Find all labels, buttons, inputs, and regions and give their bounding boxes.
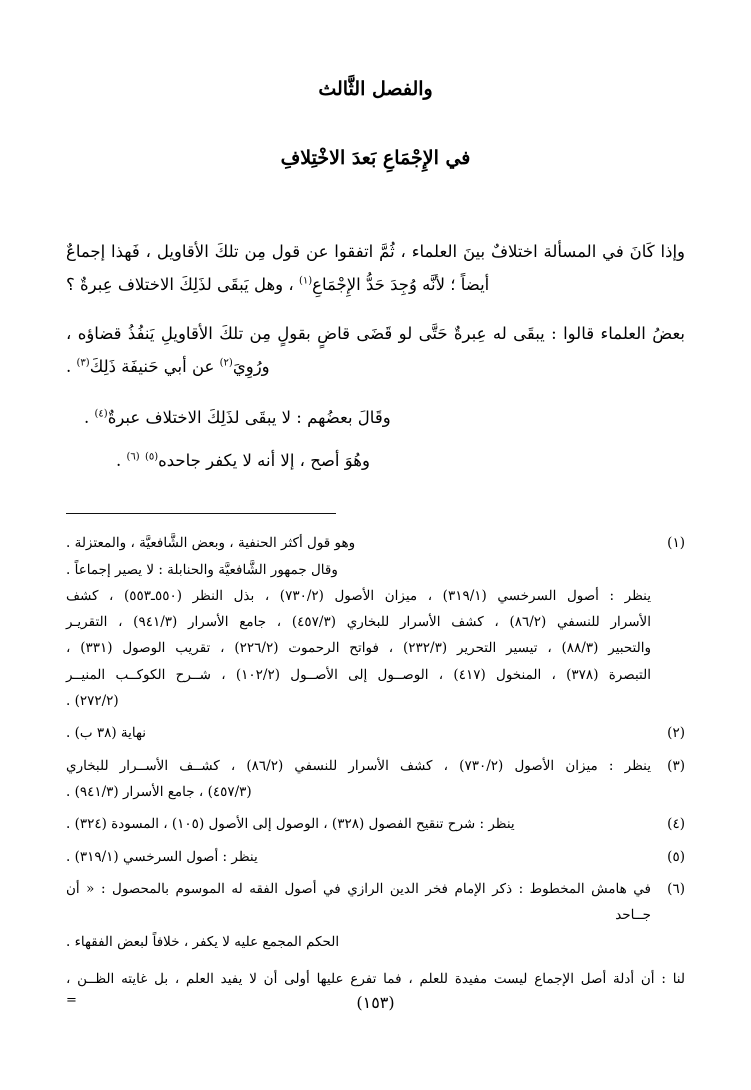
footnote-number: (٥) xyxy=(667,848,685,865)
footnote-number: (٢) xyxy=(667,725,685,742)
footnotes-section xyxy=(66,530,685,1013)
footnote-line: ينظر : أصول السرخسي (٣١٩/١) . xyxy=(66,848,258,865)
footnote-line: (٤٥٧/٣) ، جامع الأسرار (٩٤١/٣) . xyxy=(66,784,252,800)
body-text xyxy=(66,235,685,477)
footnote-line: وقال جمهور الشَّافعيَّة والحنابلة : لا يصير إجماعاً . xyxy=(66,561,338,578)
paragraph-4-text-a: وهُوَ أصح ، إلا أنه لا يكفر جاحده xyxy=(158,451,370,471)
footnote-item xyxy=(66,720,685,746)
footnote-line: نهاية (٣٨ ب) . xyxy=(66,725,147,742)
chapter-heading: والفصل الثَّالث xyxy=(318,78,433,100)
footnote-line: ينظر : شرح تنقيح الفصول (٣٢٨) ، الوصول إلى الأصول (١٠٥) ، المسودة (٣٢٤) . xyxy=(66,816,515,833)
footnote-separator-rule xyxy=(66,513,336,514)
footnote-ref-6[interactable]: (٦) xyxy=(126,451,140,463)
footnote-item xyxy=(66,811,685,837)
footnote-number: (٤) xyxy=(667,816,685,833)
footnote-body xyxy=(66,720,651,746)
paragraph-2-text-b: عن أبي حَنيفَة ذَلِكَ xyxy=(89,357,220,377)
paragraph-4-text-c: . xyxy=(116,451,127,471)
paragraph-3 xyxy=(66,401,685,434)
footnote-line: الحكم المجمع عليه لا يكفر ، خلافاً لبعض الفقهاء . xyxy=(66,933,340,950)
paragraph-2-text-c: . xyxy=(66,357,77,377)
footnote-separator-wrapper xyxy=(66,483,685,514)
footnote-ref-3[interactable]: (٣) xyxy=(76,357,90,369)
footnote-ref-2[interactable]: (٢) xyxy=(219,357,233,369)
footnote-line: ينظر : أصول السرخسي (٣١٩/١) ، ميزان الأصول (٧٣٠/٢) ، بذل النظر (٥٥٠ـ٥٥٣) ، كشف xyxy=(66,587,651,604)
footnote-body xyxy=(66,811,651,837)
footnote-ref-5[interactable]: (٥) xyxy=(144,451,159,463)
footnote-item xyxy=(66,753,685,806)
footnote-line: التبصرة (٣٧٨) ، المنخول (٤١٧) ، الوصــول إلى الأصــول (١٠٢/٢) ، شــرح الكوكــب المنيــر xyxy=(66,666,651,683)
footnote-line: والتحبير (٨٨/٣) ، تيسير التحرير (٢٣٢/٣) ، فواتح الرحموت (٢٢٦/٢) ، تقريب الوصول (٣٣١) ، xyxy=(66,640,651,657)
paragraph-2 xyxy=(66,317,685,383)
footnote-continuation-mark: = xyxy=(66,992,77,1008)
footnote-body xyxy=(66,876,651,955)
footnote-number: (١) xyxy=(667,535,685,552)
paragraph-1-text-a: وإذا كَانَ في المسألة اختلافٌ بينَ العلماء ، ثُمَّ اتفقوا عن قول مِن تلكَ الأقاويل ، فَهذا إجماعٌ أيضاً ؛ لأنَّه وُجِدَ حَدُّ الإِجْمَاعِ xyxy=(66,242,685,295)
paragraph-2-text-a: بعضُ العلماء قالوا : يبقَى له عِبرةٌ حَتَّى لو قَضَى قاضٍ بقولٍ مِن تلكَ الأقاويلِ يَنفُذُ قضاؤه ، ورُوِيَ xyxy=(66,324,685,377)
footnote-body xyxy=(66,753,651,806)
footnote-body xyxy=(66,530,651,714)
footnote-line: الأسرار للنسفي (٨٦/٢) ، كشف الأسرار للبخاري (٤٥٧/٣) ، جامع الأسرار (٩٤١/٣) ، التقريـر xyxy=(66,614,651,631)
footnote-ref-1[interactable]: (١) xyxy=(298,275,313,287)
paragraph-1-text-b: ، وهل يَبقَى لذَلِكَ الاختلاف عِبرةٌ ؟ xyxy=(66,275,299,295)
footnote-item xyxy=(66,530,685,714)
footnote-number: (٣) xyxy=(667,757,685,774)
paragraph-3-text-a: وقَالَ بعضُهم : لا يبقَى لذَلِكَ الاختلاف عبرةٌ xyxy=(107,408,391,428)
footnote-line: (٢٧٢/٢) . xyxy=(66,693,119,710)
paragraph-4 xyxy=(66,444,685,477)
page-headings xyxy=(66,76,685,171)
footnote-body xyxy=(66,844,651,870)
footnote-number: (٦) xyxy=(667,880,685,897)
footnote-line: وهو قول أكثر الحنفية ، وبعض الشَّافعيَّة ، والمعتزلة . xyxy=(66,535,356,552)
chapter-subheading: في الإِجْمَاعِ بَعدَ الاخْتِلافِ xyxy=(280,146,471,169)
paragraph-3-text-b: . xyxy=(84,408,95,428)
footnote-ref-4[interactable]: (٤) xyxy=(94,408,108,420)
footnote-continuation-line: لنا : أن أدلة أصل الإجماع ليست مفيدة للعلم ، فما تفرع عليها أولى أن لا يفيد العلم ، بل غايته الظــن ، xyxy=(66,970,685,987)
footnote-item xyxy=(66,876,685,955)
page-number: (١٥٣) xyxy=(356,993,395,1012)
paragraph-1 xyxy=(66,235,685,301)
footnote-item xyxy=(66,844,685,870)
footnote-line: ينظر : ميزان الأصول (٧٣٠/٢) ، كشف الأسرار للنسفي (٨٦/٢) ، كشــف الأســرار للبخاري xyxy=(66,757,652,774)
footnote-line: في هامش المخطوط : ذكر الإمام فخر الدين الرازي في أصول الفقه له الموسوم بالمحصول : « أن جــاحد xyxy=(66,880,651,924)
